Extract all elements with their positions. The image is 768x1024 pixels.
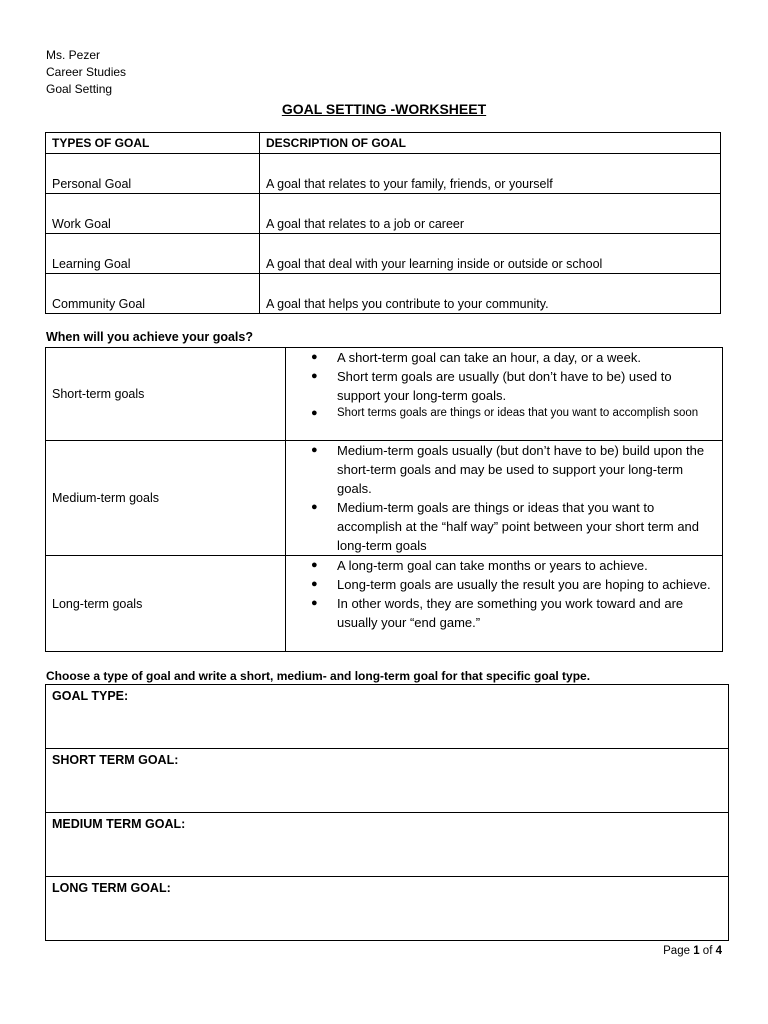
column-header-types: TYPES OF GOAL — [46, 133, 260, 154]
bullet-item: ● Medium-term goals usually (but don’t have to be) build upon the short-term goals and may be used to support your long-term goals. — [306, 441, 714, 498]
timeframe-label: Medium-term goals — [46, 441, 286, 556]
goal-type-cell: Personal Goal — [46, 154, 260, 194]
table-row — [46, 194, 721, 234]
goal-timeframe-table — [45, 347, 723, 652]
table-row — [46, 348, 723, 441]
table-row — [46, 749, 729, 813]
page-separator: of — [699, 945, 716, 957]
bullet-item: ● A long-term goal can take months or years to achieve. — [306, 556, 714, 575]
table-row — [46, 274, 721, 314]
goal-entry-table — [45, 684, 729, 941]
bullet-list — [306, 348, 714, 422]
bullet-item: ● A short-term goal can take an hour, a day, or a week. — [306, 348, 714, 367]
goal-type-field[interactable]: GOAL TYPE: — [46, 685, 729, 749]
goal-type-cell: Work Goal — [46, 194, 260, 234]
document-header — [46, 47, 126, 98]
goal-types-table — [45, 132, 721, 314]
question-when: When will you achieve your goals? — [46, 330, 253, 344]
table-row — [46, 556, 723, 652]
timeframe-label: Long-term goals — [46, 556, 286, 652]
bullet-item: ● Short terms goals are things or ideas that you want to accomplish soon — [306, 405, 714, 422]
bullet-item: ● Short term goals are usually (but don’t have to be) used to support your long-term goals. — [306, 367, 714, 405]
table-row — [46, 441, 723, 556]
bullet-list — [306, 441, 714, 555]
page-prefix: Page — [663, 945, 694, 957]
table-row — [46, 234, 721, 274]
table-header-row — [46, 133, 721, 154]
unit-name: Goal Setting — [46, 82, 113, 96]
goal-description-cell: A goal that helps you contribute to your community. — [260, 274, 721, 314]
timeframe-description — [286, 441, 723, 556]
bullet-item: ● Medium-term goals are things or ideas that you want to accomplish at the “half way” point between your short term and long-term goals — [306, 498, 714, 555]
goal-description-cell: A goal that deal with your learning inside or outside or school — [260, 234, 721, 274]
goal-description-cell: A goal that relates to a job or career — [260, 194, 721, 234]
table-row — [46, 813, 729, 877]
short-term-goal-field[interactable]: SHORT TERM GOAL: — [46, 749, 729, 813]
goal-type-cell: Community Goal — [46, 274, 260, 314]
bullet-item: ● In other words, they are something you work toward and are usually your “end game.” — [306, 594, 714, 632]
page-current: 1 — [693, 945, 700, 957]
goal-type-cell: Learning Goal — [46, 234, 260, 274]
table-row — [46, 685, 729, 749]
table-row — [46, 877, 729, 941]
course-name: Career Studies — [46, 65, 127, 79]
page-total: 4 — [715, 945, 722, 957]
long-term-goal-field[interactable]: LONG TERM GOAL: — [46, 877, 729, 941]
instruction-choose: Choose a type of goal and write a short, medium- and long-term goal for that specific goal type. — [46, 669, 591, 683]
table-row — [46, 154, 721, 194]
column-header-description: DESCRIPTION OF GOAL — [260, 133, 721, 154]
timeframe-description — [286, 348, 723, 441]
teacher-name: Ms. Pezer — [46, 48, 101, 62]
medium-term-goal-field[interactable]: MEDIUM TERM GOAL: — [46, 813, 729, 877]
goal-description-cell: A goal that relates to your family, friends, or yourself — [260, 154, 721, 194]
timeframe-label: Short-term goals — [46, 348, 286, 441]
bullet-list — [306, 556, 714, 632]
bullet-item: ● Long-term goals are usually the result you are hoping to achieve. — [306, 575, 714, 594]
worksheet-title: GOAL SETTING -WORKSHEET — [281, 101, 487, 117]
page-number — [663, 945, 722, 957]
timeframe-description — [286, 556, 723, 652]
